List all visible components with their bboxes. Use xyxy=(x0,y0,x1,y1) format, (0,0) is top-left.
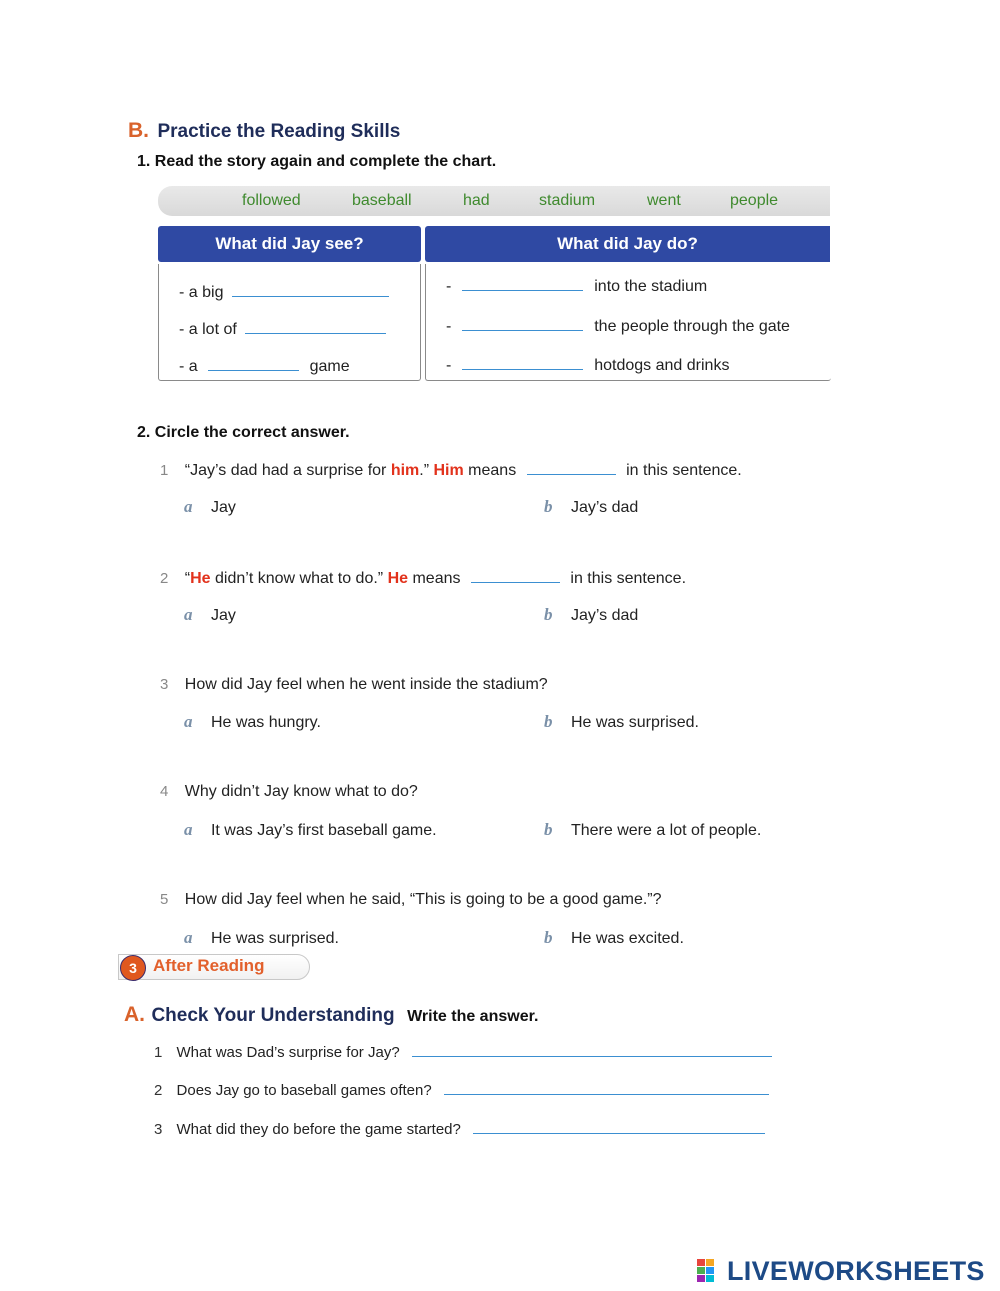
row-label: - a big xyxy=(179,284,224,301)
option-text: He was surprised. xyxy=(210,930,339,947)
section-a-instruction: Write the answer. xyxy=(407,1008,539,1025)
answer-blank[interactable] xyxy=(232,282,389,297)
table-row xyxy=(446,355,729,375)
option-text: Jay xyxy=(210,607,236,624)
word-bank-item[interactable]: people xyxy=(730,192,779,209)
option-b[interactable] xyxy=(544,712,699,732)
table-header-see: What did Jay see? xyxy=(158,226,421,262)
highlight-word: him xyxy=(390,462,420,479)
question-number: 2 xyxy=(154,1082,163,1099)
option-a[interactable] xyxy=(184,712,321,732)
option-letter: a xyxy=(184,928,193,947)
option-letter: a xyxy=(184,497,193,516)
row-dash: - xyxy=(446,318,452,335)
question-text: “Jay’s dad had a surprise for xyxy=(184,462,391,479)
option-text: He was surprised. xyxy=(570,714,699,731)
option-letter: a xyxy=(184,712,193,731)
option-text: Jay’s dad xyxy=(570,499,639,516)
step-number-badge: 3 xyxy=(120,955,146,981)
option-letter: a xyxy=(184,820,193,839)
question-text: “ xyxy=(184,570,191,587)
option-letter: b xyxy=(544,820,553,839)
option-b[interactable] xyxy=(544,605,638,625)
word-bank xyxy=(158,186,830,216)
option-letter: b xyxy=(544,497,553,516)
section-a-heading xyxy=(124,1003,538,1027)
question-number: 4 xyxy=(160,783,169,800)
question-text: .” xyxy=(419,462,434,479)
question-number: 3 xyxy=(154,1121,163,1138)
question-text: How did Jay feel when he said, “This is going to be a good game.”? xyxy=(184,891,662,908)
section-b-heading xyxy=(128,119,400,143)
word-bank-item[interactable]: followed xyxy=(242,192,301,209)
option-b[interactable] xyxy=(544,497,638,517)
option-text: There were a lot of people. xyxy=(570,822,762,839)
question-text: What did they do before the game started? xyxy=(176,1121,461,1138)
answer-line[interactable] xyxy=(412,1042,772,1057)
question-number: 3 xyxy=(160,676,169,693)
question-number: 1 xyxy=(160,462,169,479)
row-label: - a xyxy=(179,358,198,375)
row-dash: - xyxy=(446,278,452,295)
q2-instruction: 2. Circle the correct answer. xyxy=(137,424,350,441)
answer-blank[interactable] xyxy=(245,319,386,334)
option-text: He was excited. xyxy=(570,930,684,947)
word-bank-item[interactable]: stadium xyxy=(539,192,596,209)
section-b-title: Practice the Reading Skills xyxy=(157,121,401,142)
option-letter: a xyxy=(184,605,193,624)
option-text: It was Jay’s first baseball game. xyxy=(210,822,437,839)
option-text: He was hungry. xyxy=(210,714,321,731)
open-question xyxy=(154,1080,769,1099)
option-text: Jay xyxy=(210,499,236,516)
option-letter: b xyxy=(544,928,553,947)
row-label: the people through the gate xyxy=(594,318,790,335)
table-header-do: What did Jay do? xyxy=(425,226,830,262)
word-bank-item[interactable]: baseball xyxy=(352,192,412,209)
blocks-icon xyxy=(697,1259,723,1283)
question-text: Why didn’t Jay know what to do? xyxy=(184,783,418,800)
question-text: Does Jay go to baseball games often? xyxy=(176,1082,432,1099)
word-bank-item[interactable]: had xyxy=(463,192,490,209)
word-bank-item[interactable]: went xyxy=(647,192,681,209)
row-label: hotdogs and drinks xyxy=(594,357,730,374)
mc-question xyxy=(160,568,686,588)
option-a[interactable] xyxy=(184,605,236,625)
highlight-word: He xyxy=(190,570,211,587)
option-letter: b xyxy=(544,605,553,624)
question-text: How did Jay feel when he went inside the stadium? xyxy=(184,676,548,693)
highlight-word: He xyxy=(387,570,409,587)
answer-blank[interactable] xyxy=(462,355,583,370)
question-number: 1 xyxy=(154,1044,163,1061)
row-label: game xyxy=(309,358,350,375)
option-a[interactable] xyxy=(184,497,236,517)
question-text: in this sentence. xyxy=(626,462,742,479)
q1-instruction: 1. Read the story again and complete the chart. xyxy=(137,153,497,170)
mc-question xyxy=(160,891,662,909)
row-label: into the stadium xyxy=(594,278,708,295)
question-text: means xyxy=(408,570,461,587)
answer-blank[interactable] xyxy=(527,460,616,475)
section-b-letter: B. xyxy=(128,119,149,142)
option-b[interactable] xyxy=(544,820,761,840)
question-text: didn’t know what to do.” xyxy=(210,570,388,587)
table-row xyxy=(179,356,350,376)
table-row xyxy=(179,319,386,339)
section-a-title: Check Your Understanding xyxy=(151,1005,395,1026)
answer-line[interactable] xyxy=(473,1119,765,1134)
option-a[interactable] xyxy=(184,928,339,948)
question-text: means xyxy=(463,462,517,479)
answer-blank[interactable] xyxy=(208,356,299,371)
option-b[interactable] xyxy=(544,928,684,948)
option-text: Jay’s dad xyxy=(570,607,639,624)
row-dash: - xyxy=(446,357,452,374)
open-question xyxy=(154,1042,772,1061)
question-text: in this sentence. xyxy=(570,570,687,587)
answer-blank[interactable] xyxy=(462,276,583,291)
table-row xyxy=(446,316,790,336)
question-number: 5 xyxy=(160,891,169,908)
question-text: What was Dad’s surprise for Jay? xyxy=(176,1044,400,1061)
table-row xyxy=(446,276,707,296)
table-row xyxy=(179,282,389,302)
answer-blank[interactable] xyxy=(462,316,583,331)
section-a-letter: A. xyxy=(124,1003,145,1026)
open-question xyxy=(154,1119,765,1138)
question-number: 2 xyxy=(160,570,169,587)
row-label: - a lot of xyxy=(179,321,237,338)
answer-line[interactable] xyxy=(444,1080,769,1095)
highlight-word: Him xyxy=(433,462,464,479)
after-reading-label: After Reading xyxy=(153,956,265,975)
mc-question xyxy=(160,676,548,694)
option-letter: b xyxy=(544,712,553,731)
mc-question xyxy=(160,783,418,801)
mc-question xyxy=(160,460,742,480)
option-a[interactable] xyxy=(184,820,437,840)
logo-text: LIVEWORKSHEETS xyxy=(727,1256,985,1286)
answer-blank[interactable] xyxy=(471,568,560,583)
